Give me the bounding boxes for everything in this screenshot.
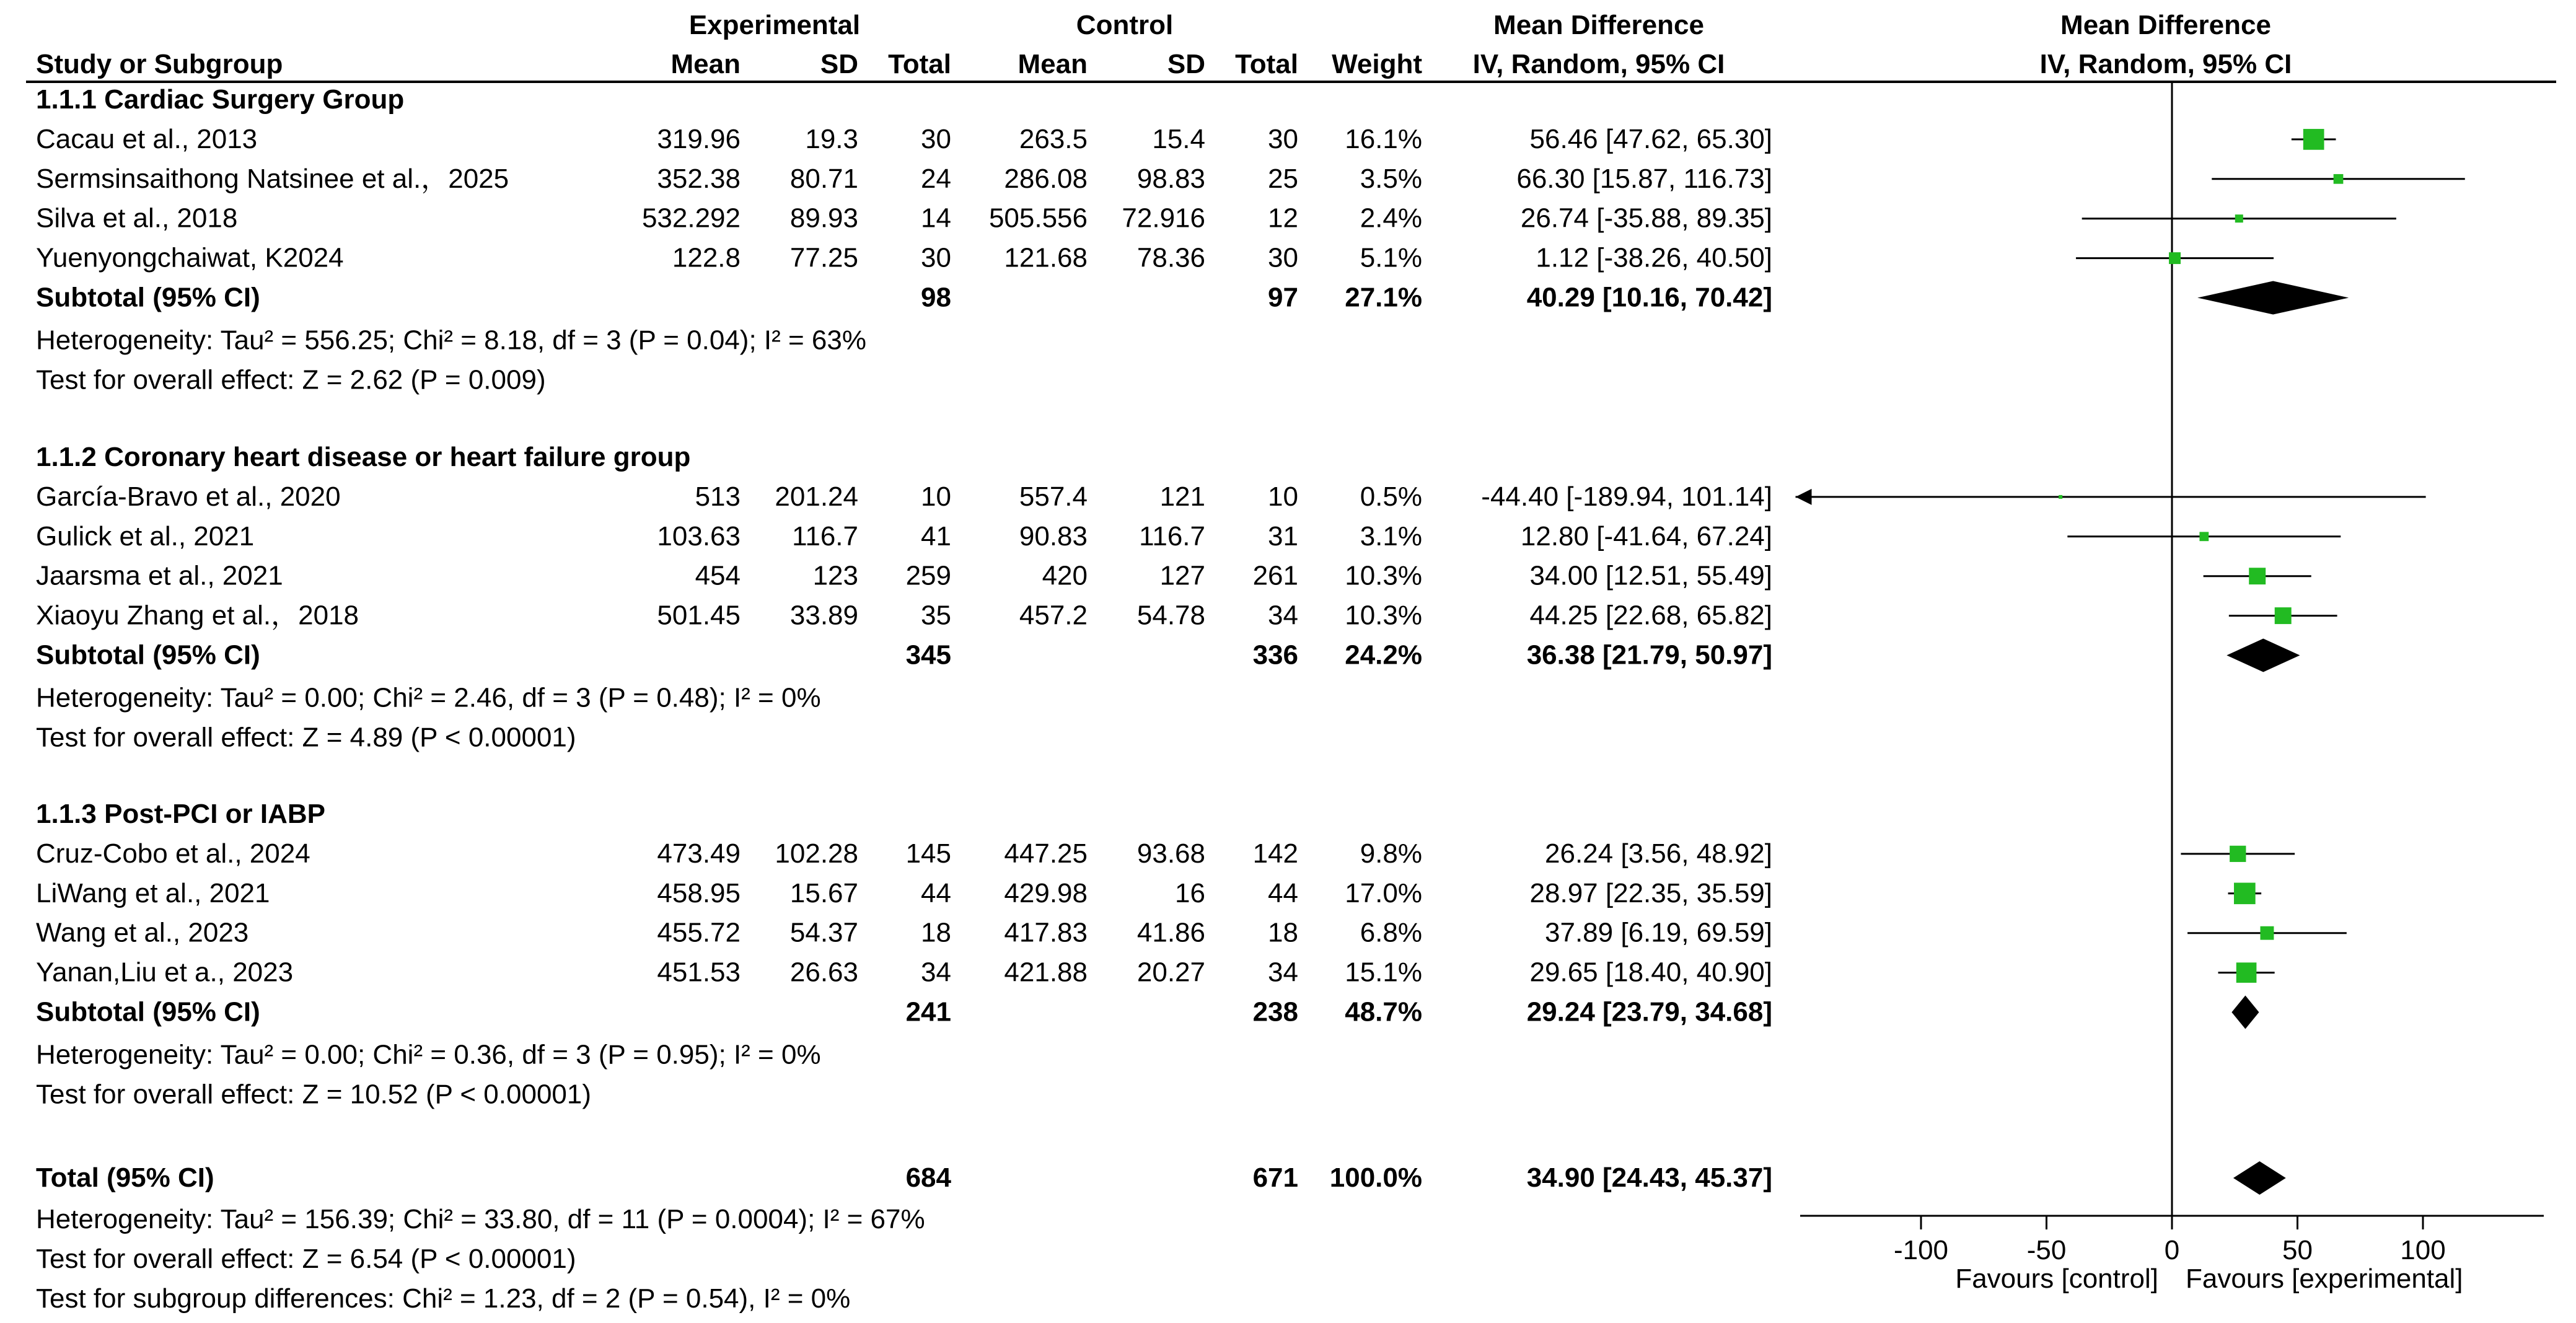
study-name: Sermsinsaithong Natsinee et al.，2025 <box>36 163 509 194</box>
ctrl-total-value: 30 <box>1268 242 1298 273</box>
subtotal-weight: 27.1% <box>1345 282 1422 313</box>
exp-total-value: 18 <box>921 917 951 948</box>
ctrl-sd-value: 127 <box>1159 560 1205 591</box>
study-name: Wang et al., 2023 <box>36 917 249 948</box>
subtotal-diamond <box>2197 281 2349 315</box>
ctrl-mean-header: Mean <box>1018 49 1088 79</box>
ctrl-sd-value: 20.27 <box>1136 957 1205 988</box>
ctrl-total-value: 25 <box>1268 163 1298 194</box>
exp-total-value: 35 <box>921 600 951 631</box>
ctrl-total-value: 142 <box>1252 838 1298 869</box>
study-name: Silva et al., 2018 <box>36 203 238 234</box>
ctrl-sd-value: 54.78 <box>1136 600 1205 631</box>
subgroup-title: 1.1.3 Post-PCI or IABP <box>36 799 326 829</box>
study-marker <box>2261 926 2274 940</box>
ctrl-sd-value: 93.68 <box>1136 838 1205 869</box>
subgroup-differences: Test for subgroup differences: Chi² = 1.23, df = 2 (P = 0.54), I² = 0% <box>36 1283 851 1314</box>
md-ci-value: 66.30 [15.87, 116.73] <box>1516 163 1772 194</box>
subtotal-exp-total: 345 <box>905 640 951 670</box>
md-ci-value: 26.74 [-35.88, 89.35] <box>1520 203 1772 234</box>
study-name: Xiaoyu Zhang et al.，2018 <box>36 600 359 631</box>
overall-effect-text: Test for overall effect: Z = 10.52 (P < 0.00001) <box>36 1079 592 1110</box>
exp-total-value: 30 <box>921 242 951 273</box>
subtotal-ctrl-total: 336 <box>1252 640 1298 670</box>
study-marker <box>2303 129 2324 150</box>
ctrl-mean-value: 263.5 <box>1019 123 1088 154</box>
ctrl-total-value: 44 <box>1268 877 1298 908</box>
total-overall-effect: Test for overall effect: Z = 6.54 (P < 0.00001) <box>36 1244 576 1274</box>
ctrl-mean-value: 505.556 <box>988 203 1088 234</box>
subgroup-title: 1.1.1 Cardiac Surgery Group <box>36 84 405 115</box>
exp-total-value: 145 <box>905 838 951 869</box>
weight-value: 2.4% <box>1360 203 1422 234</box>
study-marker <box>2059 495 2062 499</box>
exp-mean-value: 532.292 <box>641 203 741 234</box>
exp-mean-header: Mean <box>670 49 741 79</box>
study-marker <box>2169 252 2181 264</box>
subtotal-diamond <box>2227 639 2300 672</box>
ctrl-total-value: 12 <box>1268 203 1298 234</box>
weight-value: 3.1% <box>1360 521 1422 552</box>
md-ci-value: 29.65 [18.40, 40.90] <box>1529 957 1772 988</box>
exp-sd-value: 123 <box>812 560 858 591</box>
heterogeneity-text: Heterogeneity: Tau² = 0.00; Chi² = 2.46, df = 3 (P = 0.48); I² = 0% <box>36 682 821 713</box>
study-name: Jaarsma et al., 2021 <box>36 560 283 591</box>
subtotal-label: Subtotal (95% CI) <box>36 282 260 313</box>
exp-mean-value: 103.63 <box>657 521 741 552</box>
study-name: Yanan,Liu et a., 2023 <box>36 957 294 988</box>
total-weight: 100.0% <box>1329 1163 1422 1193</box>
exp-mean-value: 501.45 <box>657 600 741 631</box>
ctrl-total-value: 34 <box>1268 600 1298 631</box>
control-group-header: Control <box>1076 10 1174 40</box>
subtotal-label: Subtotal (95% CI) <box>36 996 260 1027</box>
exp-total-header: Total <box>888 49 951 79</box>
subgroup-title: 1.1.2 Coronary heart disease or heart failure group <box>36 442 691 472</box>
exp-sd-value: 19.3 <box>805 123 858 154</box>
exp-mean-value: 451.53 <box>657 957 741 988</box>
exp-mean-value: 319.96 <box>657 123 741 154</box>
weight-value: 0.5% <box>1360 481 1422 512</box>
ctrl-sd-value: 121 <box>1159 481 1205 512</box>
ctrl-sd-value: 15.4 <box>1152 123 1205 154</box>
study-name: LiWang et al., 2021 <box>36 877 270 908</box>
exp-total-value: 14 <box>921 203 951 234</box>
subtotal-weight: 24.2% <box>1345 640 1422 670</box>
weight-value: 15.1% <box>1345 957 1422 988</box>
exp-total-value: 10 <box>921 481 951 512</box>
total-label: Total (95% CI) <box>36 1163 214 1193</box>
ctrl-total-value: 10 <box>1268 481 1298 512</box>
md-ci-value: 34.00 [12.51, 55.49] <box>1529 560 1772 591</box>
x-tick-label: 0 <box>2164 1235 2180 1265</box>
ctrl-total-value: 30 <box>1268 123 1298 154</box>
ctrl-mean-value: 457.2 <box>1019 600 1088 631</box>
ctrl-mean-value: 286.08 <box>1004 163 1088 194</box>
exp-mean-value: 458.95 <box>657 877 741 908</box>
exp-mean-value: 473.49 <box>657 838 741 869</box>
weight-value: 3.5% <box>1360 163 1422 194</box>
md-ci-value: 37.89 [6.19, 69.59] <box>1545 917 1772 948</box>
weight-value: 17.0% <box>1345 877 1422 908</box>
weight-value: 10.3% <box>1345 600 1422 631</box>
experimental-group-header: Experimental <box>688 10 861 40</box>
total-ctrl-total: 671 <box>1252 1163 1298 1193</box>
ctrl-mean-value: 557.4 <box>1019 481 1088 512</box>
x-tick-label: 50 <box>2282 1235 2313 1265</box>
study-marker <box>2236 962 2257 983</box>
ctrl-total-value: 261 <box>1252 560 1298 591</box>
subtotal-ci: 36.38 [21.79, 50.97] <box>1526 640 1772 670</box>
heterogeneity-text: Heterogeneity: Tau² = 0.00; Chi² = 0.36, df = 3 (P = 0.95); I² = 0% <box>36 1039 821 1070</box>
x-tick-label: -100 <box>1893 1235 1949 1265</box>
study-name: Yuenyongchaiwat, K2024 <box>36 242 344 273</box>
exp-total-value: 41 <box>921 521 951 552</box>
weight-value: 9.8% <box>1360 838 1422 869</box>
ctrl-sd-value: 41.86 <box>1136 917 1205 948</box>
study-column-header: Study or Subgroup <box>36 49 283 79</box>
study-ci-arrow <box>1796 489 1812 505</box>
exp-sd-value: 77.25 <box>789 242 858 273</box>
md-method-header: IV, Random, 95% CI <box>1472 49 1725 79</box>
total-diamond <box>2233 1161 2286 1195</box>
exp-sd-value: 26.63 <box>789 957 858 988</box>
ctrl-total-value: 34 <box>1268 957 1298 988</box>
study-name: García-Bravo et al., 2020 <box>36 481 341 512</box>
exp-sd-value: 116.7 <box>792 521 858 552</box>
ctrl-mean-value: 90.83 <box>1019 521 1088 552</box>
exp-sd-header: SD <box>820 49 858 79</box>
md-ci-value: 56.46 [47.62, 65.30] <box>1529 123 1772 154</box>
exp-sd-value: 89.93 <box>789 203 858 234</box>
x-tick-label: 100 <box>2400 1235 2446 1265</box>
subtotal-label: Subtotal (95% CI) <box>36 640 260 670</box>
weight-value: 5.1% <box>1360 242 1422 273</box>
study-marker <box>2275 607 2292 624</box>
subtotal-ctrl-total: 97 <box>1268 282 1298 313</box>
md-ci-value: 26.24 [3.56, 48.92] <box>1545 838 1772 869</box>
ctrl-sd-value: 116.7 <box>1139 521 1205 552</box>
ctrl-mean-value: 447.25 <box>1004 838 1088 869</box>
ctrl-mean-value: 417.83 <box>1004 917 1088 948</box>
ctrl-sd-value: 16 <box>1175 877 1205 908</box>
exp-sd-value: 33.89 <box>789 600 858 631</box>
md-column-title: Mean Difference <box>1493 10 1704 40</box>
exp-mean-value: 454 <box>695 560 741 591</box>
subtotal-exp-total: 241 <box>905 996 951 1027</box>
overall-effect-text: Test for overall effect: Z = 4.89 (P < 0.00001) <box>36 722 576 753</box>
exp-sd-value: 54.37 <box>789 917 858 948</box>
md-ci-value: 12.80 [-41.64, 67.24] <box>1520 521 1772 552</box>
subtotal-ctrl-total: 238 <box>1252 996 1298 1027</box>
exp-total-value: 34 <box>921 957 951 988</box>
exp-mean-value: 513 <box>695 481 741 512</box>
ctrl-mean-value: 429.98 <box>1004 877 1088 908</box>
overall-effect-text: Test for overall effect: Z = 2.62 (P = 0.009) <box>36 364 546 395</box>
weight-header: Weight <box>1332 49 1422 79</box>
exp-sd-value: 80.71 <box>789 163 858 194</box>
md-ci-value: 44.25 [22.68, 65.82] <box>1529 600 1772 631</box>
weight-value: 10.3% <box>1345 560 1422 591</box>
exp-total-value: 24 <box>921 163 951 194</box>
ctrl-total-header: Total <box>1235 49 1298 79</box>
subtotal-exp-total: 98 <box>921 282 951 313</box>
ctrl-sd-header: SD <box>1167 49 1205 79</box>
subtotal-weight: 48.7% <box>1345 996 1422 1027</box>
ctrl-sd-value: 72.916 <box>1122 203 1205 234</box>
ctrl-total-value: 31 <box>1268 521 1298 552</box>
exp-total-value: 30 <box>921 123 951 154</box>
weight-value: 6.8% <box>1360 917 1422 948</box>
study-marker <box>2199 532 2209 541</box>
ctrl-sd-value: 78.36 <box>1136 242 1205 273</box>
exp-mean-value: 122.8 <box>672 242 741 273</box>
plot-method-header: IV, Random, 95% CI <box>2039 49 2292 79</box>
study-marker <box>2234 882 2256 904</box>
total-heterogeneity: Heterogeneity: Tau² = 156.39; Chi² = 33.80, df = 11 (P = 0.0004); I² = 67% <box>36 1204 925 1234</box>
ctrl-sd-value: 98.83 <box>1136 163 1205 194</box>
exp-sd-value: 102.28 <box>775 838 858 869</box>
md-ci-value: 1.12 [-38.26, 40.50] <box>1536 242 1772 273</box>
exp-sd-value: 15.67 <box>789 877 858 908</box>
study-marker <box>2334 174 2344 184</box>
subtotal-ci: 40.29 [10.16, 70.42] <box>1526 282 1772 313</box>
ctrl-total-value: 18 <box>1268 917 1298 948</box>
exp-mean-value: 352.38 <box>657 163 741 194</box>
ctrl-mean-value: 121.68 <box>1004 242 1088 273</box>
total-ci: 34.90 [24.43, 45.37] <box>1526 1163 1772 1193</box>
study-name: Cacau et al., 2013 <box>36 123 258 154</box>
heterogeneity-text: Heterogeneity: Tau² = 556.25; Chi² = 8.18, df = 3 (P = 0.04); I² = 63% <box>36 325 866 356</box>
ctrl-mean-value: 420 <box>1042 560 1088 591</box>
favours-control-label: Favours [control] <box>1955 1264 2158 1294</box>
x-tick-label: -50 <box>2026 1235 2067 1265</box>
subtotal-diamond <box>2231 996 2259 1029</box>
total-exp-total: 684 <box>905 1163 951 1193</box>
weight-value: 16.1% <box>1345 123 1422 154</box>
study-name: Gulick et al., 2021 <box>36 521 255 552</box>
subtotal-ci: 29.24 [23.79, 34.68] <box>1526 996 1772 1027</box>
plot-title: Mean Difference <box>2060 10 2271 40</box>
study-marker <box>2249 568 2266 584</box>
study-name: Cruz-Cobo et al., 2024 <box>36 838 310 869</box>
study-marker <box>2230 846 2246 862</box>
md-ci-value: -44.40 [-189.94, 101.14] <box>1481 481 1772 512</box>
md-ci-value: 28.97 [22.35, 35.59] <box>1529 877 1772 908</box>
exp-mean-value: 455.72 <box>657 917 741 948</box>
favours-experimental-label: Favours [experimental] <box>2186 1264 2463 1294</box>
exp-total-value: 44 <box>921 877 951 908</box>
study-marker <box>2235 214 2243 222</box>
ctrl-mean-value: 421.88 <box>1004 957 1088 988</box>
exp-sd-value: 201.24 <box>775 481 858 512</box>
exp-total-value: 259 <box>905 560 951 591</box>
